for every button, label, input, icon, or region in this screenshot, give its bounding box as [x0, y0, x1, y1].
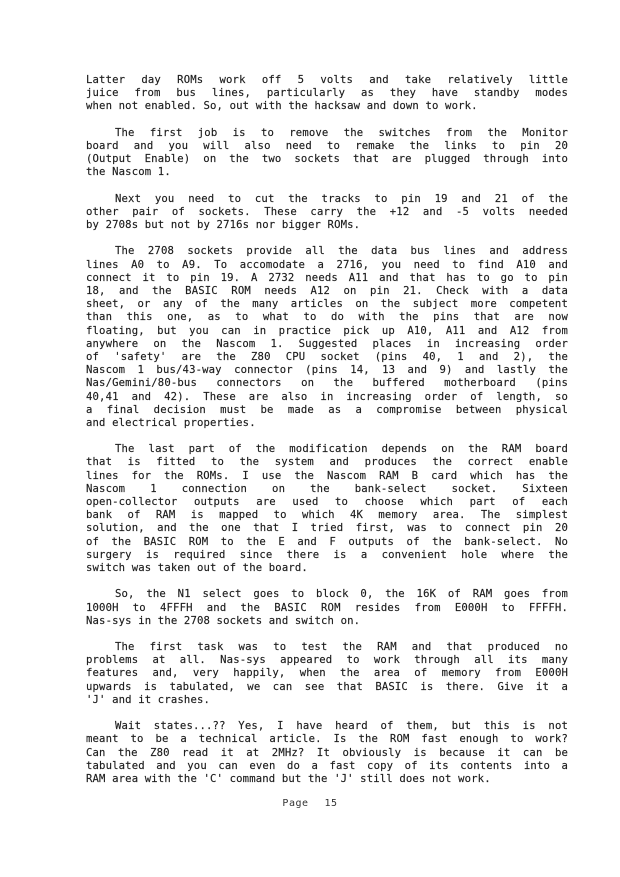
text-line: the Nascom 1.: [86, 166, 171, 179]
text-line: Next you need to cut the tracks to pin 19 and 21 of the: [115, 192, 568, 205]
text-line: and electrical properties.: [86, 416, 256, 429]
text-line: sheet, or any of the many articles on the subject more competent: [86, 298, 568, 311]
text-line: So, the N1 select goes to block 0, the 16K of RAM goes from: [115, 588, 568, 601]
text-line: (Output Enable) on the two sockets that are plugged through into: [86, 153, 568, 166]
text-line: a final decision must be made as a compromise between physical: [86, 403, 568, 416]
text-line: problems at all. Nas-sys appeared to work through all its many: [86, 654, 568, 667]
article-body: [86, 74, 568, 799]
text-line: RAM area with the 'C' command but the 'J' still does not work.: [86, 772, 491, 785]
text-line: Latter day ROMs work off 5 volts and take relatively little: [86, 74, 568, 86]
page-footer: [0, 798, 620, 809]
paragraph-2: [86, 127, 568, 180]
text-line: Nascom 1 connection on the bank-select socket. Sixteen: [86, 482, 568, 495]
text-line: of the BASIC ROM to the E and F outputs of the bank-select. No: [86, 535, 568, 548]
paragraph-7: [86, 641, 568, 707]
text-line: open-collector outputs are used to choose which part of each: [86, 496, 568, 508]
text-line: other pair of sockets. These carry the +12 and -5 volts needed: [86, 205, 568, 218]
text-line: by 2708s but not by 2716s nor bigger ROMs.: [86, 219, 361, 232]
paragraph-4: [86, 245, 568, 430]
page-number: 15: [324, 798, 338, 809]
text-line: The 2708 sockets provide all the data bus lines and address: [115, 245, 568, 258]
text-line: switch was taken out of the board.: [86, 561, 308, 574]
text-line: bank of RAM is mapped to which 4K memory area. The simplest: [86, 509, 568, 522]
text-line: The first job is to remove the switches from the Monitor: [115, 126, 568, 139]
text-line: Nas-sys in the 2708 sockets and switch on.: [86, 614, 361, 627]
text-line: The first task was to test the RAM and that produced no: [115, 641, 568, 654]
text-line: 'J' and it crashes.: [86, 693, 211, 706]
text-line: Can the Z80 read it at 2MHz? It obviously is because it can be: [86, 746, 568, 759]
text-line: than this one, as to what to do with the pins that are now: [86, 311, 568, 324]
text-line: Wait states...?? Yes, I have heard of them, but this is not: [115, 720, 568, 733]
text-line: surgery is required since there is a convenient hole where the: [86, 548, 568, 561]
page-label: Page: [282, 798, 309, 809]
text-line: The last part of the modification depends on the RAM board: [115, 443, 568, 456]
text-line: features and, very happily, when the area of memory from E000H: [86, 667, 568, 680]
paragraph-3: [86, 193, 568, 233]
paragraph-8: [86, 720, 568, 786]
paragraph-1: [86, 74, 568, 114]
text-line: 1000H to 4FFFH and the BASIC ROM resides from E000H to FFFFH.: [86, 601, 568, 614]
text-line: connect it to pin 19. A 2732 needs A11 and that has to go to pin: [86, 271, 568, 284]
text-line: 18, and the BASIC ROM needs A12 on pin 21. Check with a data: [86, 285, 568, 297]
text-line: board and you will also need to remake the links to pin 20: [86, 139, 568, 152]
text-line: Nas/Gemini/80-bus connectors on the buffered motherboard (pins: [86, 377, 568, 390]
text-line: upwards is tabulated, we can see that BASIC is there. Give it a: [86, 680, 568, 693]
text-line: when not enabled. So, out with the hacksaw and down to work.: [86, 100, 478, 113]
text-line: Nascom 1 bus/43-way connector (pins 14, 13 and 9) and lastly the: [86, 364, 568, 377]
text-line: anywhere on the Nascom 1. Suggested places in increasing order: [86, 337, 568, 350]
text-line: 40,41 and 42). These are also in increasing order of length, so: [86, 390, 568, 403]
text-line: solution, and the one that I tried first, was to connect pin 20: [86, 522, 568, 535]
text-line: lines for the ROMs. I use the Nascom RAM B card which has the: [86, 469, 568, 482]
text-line: floating, but you can in practice pick up A10, A11 and A12 from: [86, 324, 568, 337]
text-line: tabulated and you can even do a fast copy of its contents into a: [86, 759, 568, 772]
text-line: of 'safety' are the Z80 CPU socket (pins 40, 1 and 2), the: [86, 350, 568, 363]
text-line: that is fitted to the system and produces the correct enable: [86, 456, 568, 469]
text-line: meant to be a technical article. Is the ROM fast enough to work?: [86, 733, 568, 746]
text-line: lines A0 to A9. To accomodate a 2716, you need to find A10 and: [86, 258, 568, 271]
text-line: juice from bus lines, particularly as they have standby modes: [86, 87, 568, 100]
paragraph-5: [86, 443, 568, 575]
paragraph-6: [86, 588, 568, 628]
